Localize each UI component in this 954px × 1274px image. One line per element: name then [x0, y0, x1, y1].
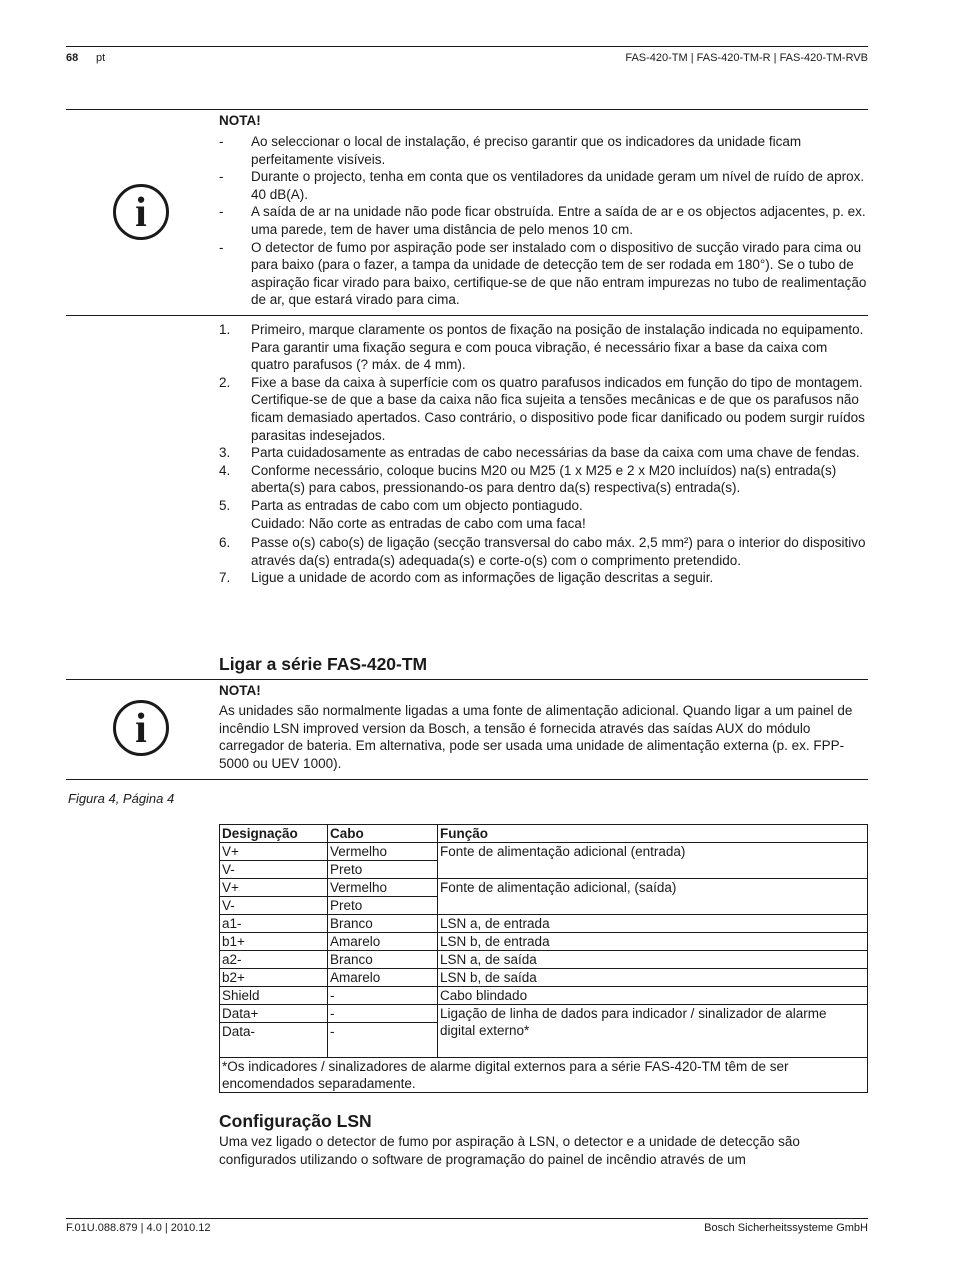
note1-item: - Durante o projecto, tenha em conta que os ventiladores da unidade geram um nível de ruído de aprox. 40 dB(A). [219, 169, 865, 202]
table-cell: Branco [328, 915, 438, 933]
table-cell: Ligação de linha de dados para indicador / sinalizador de alarme digital externo* [438, 1005, 868, 1058]
step-item: 1. Primeiro, marque claramente os pontos de fixação na posição de instalação indicada no equipamento. Para garantir uma fixação segura e com pouca vibração, é necessário fixar a base da caixa com quatro parafusos (? máx. de 4 mm). [219, 322, 864, 373]
table-cell: V+ [220, 879, 328, 897]
table-row [220, 969, 868, 987]
table-header-cell: Designação [220, 825, 328, 843]
step-item: 5. Parta as entradas de cabo com um objecto pontiagudo. Cuidado: Não corte as entradas de cabo com uma faca! [219, 497, 586, 531]
table-cell: LSN a, de saída [438, 951, 868, 969]
table-cell: a2- [220, 951, 328, 969]
section-title-config: Configuração LSN [219, 1111, 372, 1131]
product-name: FAS-420-TM | FAS-420-TM-R | FAS-420-TM-RVB [625, 52, 868, 64]
table-cell: Shield [220, 987, 328, 1005]
table-header-row [220, 825, 868, 843]
table-row [220, 915, 868, 933]
table-footnote: *Os indicadores / sinalizadores de alarme digital externos para a série FAS-420-TM têm de ser encomendados separadamente. [220, 1058, 868, 1093]
step-item: 4. Conforme necessário, coloque bucins M20 ou M25 (1 x M25 e 2 x M20 incluídos) na(s) entrada(s) aberta(s) para cabos, pressionando-os para dentro da(s) respectiva(s) entrada(s). [219, 462, 837, 496]
table-cell: Branco [328, 951, 438, 969]
note1-top-rule [66, 109, 868, 110]
footer-doc-id: F.01U.088.879 | 4.0 | 2010.12 [66, 1222, 211, 1234]
table-cell: - [328, 987, 438, 1005]
table-header-cell: Função [438, 825, 868, 843]
table-cell: Preto [328, 861, 438, 879]
table-cell: V+ [220, 843, 328, 861]
page-number: 68 [66, 52, 79, 64]
note1-title: NOTA! [219, 113, 261, 128]
note2 [219, 682, 867, 772]
section-title-ligar: Ligar a série FAS-420-TM [219, 654, 428, 674]
section2-text: Uma vez ligado o detector de fumo por aspiração à LSN, o detector e a unidade de detecção são configurados utilizando o software de programação do painel de incêndio através de um [219, 1134, 800, 1167]
table-row [220, 951, 868, 969]
note1-item: - A saída de ar na unidade não pode ficar obstruída. Entre a saída de ar e os objectos adjacentes, p. ex. uma parede, tem de haver uma distância de pelo menos 10 cm. [219, 204, 866, 237]
table-cell: Vermelho [328, 843, 438, 861]
step-item: 6. Passe o(s) cabo(s) de ligação (secção transversal do cabo máx. 2,5 mm²) para o interior do dispositivo através da(s) entrada(s) adequada(s) e corte-o(s) com o comprimento pretendido. [219, 535, 866, 568]
table-footnote-row [220, 1058, 868, 1093]
table-cell: Amarelo [328, 933, 438, 951]
steps-list [219, 321, 867, 587]
table-cell: LSN a, de entrada [438, 915, 868, 933]
connection-table [219, 824, 868, 1093]
page-lang: pt [96, 52, 106, 64]
footer-company: Bosch Sicherheitssysteme GmbH [704, 1222, 868, 1234]
table-cell: b1+ [220, 933, 328, 951]
table-cell: V- [220, 897, 328, 915]
table-cell: Amarelo [328, 969, 438, 987]
note1-bottom-rule [66, 315, 868, 316]
note2-top-rule [66, 679, 868, 680]
note2-bottom-rule [66, 779, 868, 780]
note2-text: As unidades são normalmente ligadas a uma fonte de alimentação adicional. Quando ligar a um painel de incêndio LSN improved version da Bosch, a tensão é fornecida através das saídas AUX do módulo carregador de bateria. Em alternativa, pode ser usada uma unidade de alimentação externa (p. ex. FPP-5000 ou UEV 1000). [219, 703, 853, 771]
table-cell: a1- [220, 915, 328, 933]
table-row [220, 1005, 868, 1023]
table-row [220, 843, 868, 861]
table-cell: Preto [328, 897, 438, 915]
step-item: 3. Parta cuidadosamente as entradas de cabo necessárias da base da caixa com uma chave de fendas. [219, 445, 860, 461]
table-cell: LSN b, de entrada [438, 933, 868, 951]
footer-rule [66, 1218, 868, 1219]
step-item: 2. Fixe a base da caixa à superfície com os quatro parafusos indicados em função do tipo de montagem. Certifique-se de que a base da caixa não fica sujeita a tensões mecânicas e de que os parafusos não ficam demasiado apertados. Caso contrário, o dispositivo pode ficar danificado ou podem surgir ruídos parasitas indesejados. [219, 374, 865, 443]
table-cell: b2+ [220, 969, 328, 987]
table-cell: - [328, 1005, 438, 1023]
header-rule [66, 46, 868, 47]
table-row [220, 879, 868, 897]
note1-item: - Ao seleccionar o local de instalação, é preciso garantir que os indicadores da unidade ficam perfeitamente visíveis. [219, 134, 802, 167]
note1-list [219, 133, 867, 309]
table-cell: LSN b, de saída [438, 969, 868, 987]
table-cell: Vermelho [328, 879, 438, 897]
note1 [219, 112, 867, 309]
table-row [220, 987, 868, 1005]
table-cell: V- [220, 861, 328, 879]
table-cell: Data+ [220, 1005, 328, 1023]
info-icon: i [113, 184, 169, 240]
table-header-cell: Cabo [328, 825, 438, 843]
table-cell: Fonte de alimentação adicional, (saída) [438, 879, 868, 915]
figure-reference: Figura 4, Página 4 [68, 791, 175, 806]
info-icon: i [113, 700, 169, 756]
note1-item: - O detector de fumo por aspiração pode ser instalado com o dispositivo de sucção virado para cima ou para baixo (para o fazer, a tampa da unidade de detecção tem de ser rodada em 180°). Se o tubo de aspiração ficar virado para baixo, certifique-se de que não entram impurezas no tubo de realimentação de ar, que estará virado para cima. [219, 239, 867, 308]
step-caution: Cuidado: Não corte as entradas de cabo com uma faca! [251, 515, 586, 531]
table-cell: Data- [220, 1023, 328, 1058]
table-cell: - [328, 1023, 438, 1058]
step-item: 7. Ligue a unidade de acordo com as informações de ligação descritas a seguir. [219, 570, 714, 586]
table-cell: Fonte de alimentação adicional (entrada) [438, 843, 868, 879]
table-row [220, 933, 868, 951]
table-cell: Cabo blindado [438, 987, 868, 1005]
note2-title: NOTA! [219, 683, 261, 698]
